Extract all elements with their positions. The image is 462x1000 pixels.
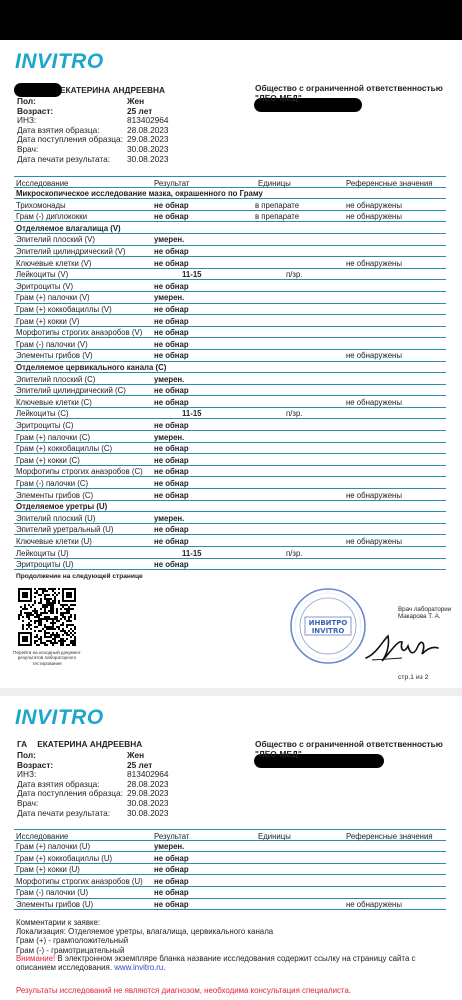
test-result: не обнар: [154, 490, 189, 500]
patient-field-value: Жен: [127, 750, 145, 760]
patient-field-value: 29.08.2023: [127, 788, 169, 799]
test-result: не обнар: [154, 888, 189, 898]
table-row: [14, 280, 446, 292]
table-row: [14, 431, 446, 443]
test-result: умерен.: [154, 374, 185, 384]
table-row: [14, 338, 446, 350]
test-name: Грам (-) палочки (С): [16, 478, 89, 488]
patient-field-label: Дата печати результата:: [17, 153, 111, 164]
patient-name-text: ЕКАТЕРИНА АНДРЕЕВНА: [37, 739, 143, 749]
table-row: [14, 350, 446, 362]
warning-label: Внимание!: [16, 954, 56, 963]
patient-field-label: Дата поступления образца:: [17, 788, 123, 799]
table-row: [14, 875, 446, 887]
test-result: не обнар: [154, 281, 189, 291]
test-result: не обнар: [154, 316, 189, 326]
test-name: Эритроциты (С): [16, 420, 74, 430]
test-result: умерен.: [154, 513, 185, 523]
patient-field-value: 25 лет: [127, 105, 153, 116]
patient-field-label: Дата печати результата:: [17, 807, 111, 818]
invitro-site-link[interactable]: www.invitro.ru: [114, 963, 164, 973]
table-row: [14, 292, 446, 304]
table-row: [14, 887, 446, 899]
test-result: не обнар: [154, 247, 189, 257]
report-page-2: [0, 696, 462, 1000]
test-name: Грам (+) кокки (V): [16, 316, 80, 326]
header-reference: Референсные значения: [346, 831, 433, 841]
patient-field-value: 28.08.2023: [127, 124, 169, 135]
patient-field-label: Возраст:: [17, 105, 54, 116]
test-name: Ключевые клетки (U): [16, 536, 92, 546]
patient-field-label: ИНЗ:: [17, 115, 37, 126]
test-reference: не обнаружены: [346, 258, 402, 268]
patient-field-value: 30.08.2023: [127, 153, 169, 164]
patient-field-value: 30.08.2023: [127, 807, 169, 818]
handwritten-signature: [362, 628, 442, 666]
patient-field-value: 25 лет: [127, 759, 153, 770]
test-name: Эпителий плоский (С): [16, 374, 96, 384]
table-row: [14, 524, 446, 536]
section-title: Отделяемое влагалища (V): [16, 223, 121, 233]
test-result: не обнар: [154, 212, 189, 222]
test-result: не обнар: [154, 258, 189, 268]
test-result: не обнар: [154, 853, 189, 863]
table-row: [14, 199, 446, 211]
table-row: [14, 246, 446, 258]
patient-info: [17, 740, 247, 818]
invitro-logo: INVITRO: [15, 50, 104, 73]
test-result: не обнар: [154, 444, 189, 454]
organization-line-2: "ЛЕО-МЕД": [255, 92, 302, 103]
report-page-1: [0, 40, 462, 688]
test-result: не обнар: [154, 536, 189, 546]
test-result: не обнар: [154, 328, 189, 338]
patient-field-label: Дата взятия образца:: [17, 778, 100, 789]
test-result: не обнар: [154, 455, 189, 465]
test-result: не обнар: [154, 200, 189, 210]
header-result: Результат: [154, 178, 190, 188]
test-name: Ключевые клетки (V): [16, 258, 92, 268]
patient-field-value: 813402964: [127, 115, 169, 126]
test-result: 11-15: [182, 270, 202, 280]
patient-field-label: Возраст:: [17, 759, 54, 770]
test-name: Грам (+) коккобациллы (U): [16, 853, 113, 863]
section-title: Отделяемое цервикального канала (С): [16, 363, 167, 372]
test-name: Грам (+) палочки (U): [16, 842, 91, 852]
test-name: Морфотипы строгих анаэробов (С): [16, 467, 143, 477]
table-row: [14, 234, 446, 246]
test-result: не обнар: [154, 900, 189, 910]
test-name: Эритроциты (V): [16, 281, 74, 291]
organization-line-1: Общество с ограниченной ответственностью: [255, 739, 443, 749]
test-result: не обнар: [154, 420, 189, 430]
table-row: [14, 535, 446, 547]
table-row: [14, 408, 446, 420]
table-row: [14, 489, 446, 501]
header-units: Единицы: [258, 831, 291, 841]
test-result: не обнар: [154, 560, 189, 570]
patient-field-value: 30.08.2023: [127, 143, 169, 154]
table-row: [14, 864, 446, 876]
warning-note: Внимание! В электронном экземпляре бланка название исследования содержит ссылку на страницу сайта с описанием исследования. www.invitro.ru.: [16, 954, 416, 973]
test-name: Морфотипы строгих анаэробов (V): [16, 328, 143, 338]
patient-field-value: 29.08.2023: [127, 134, 169, 145]
lab-stamp: [288, 586, 368, 666]
test-result: 11-15: [182, 548, 202, 558]
comment-line: Грам (-) - грамотрицательный: [16, 945, 125, 955]
patient-field-label: Пол:: [17, 96, 36, 106]
table-row: [14, 512, 446, 524]
test-result: не обнар: [154, 339, 189, 349]
table-row: [14, 304, 446, 316]
warning-text: В электронном экземпляре бланка название исследования содержит ссылку на страницу сайта с описанием исследования.: [16, 954, 416, 973]
table-row: [14, 211, 446, 223]
test-reference: не обнаружены: [346, 397, 402, 407]
test-name: Элементы грибов (С): [16, 490, 94, 500]
test-name: Элементы грибов (V): [16, 351, 93, 361]
table-row: [14, 899, 446, 911]
test-name: Грам (-) палочки (V): [16, 339, 88, 349]
table-header: [14, 176, 446, 188]
test-reference: не обнаружены: [346, 490, 402, 500]
table-header: [14, 829, 446, 841]
patient-name-prefix: ГА: [17, 739, 28, 749]
patient-field-row: [17, 809, 247, 819]
test-name: Эпителий цилиндрический (V): [16, 247, 126, 257]
test-name: Эпителий плоский (V): [16, 235, 95, 245]
section-header: [14, 362, 446, 374]
table-row: [14, 547, 446, 559]
top-black-bar: [0, 0, 462, 40]
signer-info: [398, 606, 451, 621]
patient-field-label: Пол:: [17, 750, 36, 760]
table-row: [14, 477, 446, 489]
qr-caption: Перейти на исходный документ результатов лабораторного тестирования: [13, 650, 81, 666]
table-row: [14, 396, 446, 408]
test-name: Элементы грибов (U): [16, 900, 94, 910]
test-result: не обнар: [154, 351, 189, 361]
test-name: Грам (+) кокки (U): [16, 865, 80, 875]
organization-name: [255, 84, 455, 103]
test-result: не обнар: [154, 305, 189, 315]
patient-info: [17, 86, 247, 164]
test-name: Грам (+) кокки (С): [16, 455, 80, 465]
page-separator: [0, 688, 462, 696]
patient-field-row: [17, 155, 247, 165]
test-name: Эпителий цилиндрический (С): [16, 386, 126, 396]
test-name: Трихомонады: [16, 200, 66, 210]
test-result: не обнар: [154, 386, 189, 396]
organization-line-1: Общество с ограниченной ответственностью: [255, 83, 443, 93]
svg-text:INVITRO: INVITRO: [311, 627, 345, 635]
continued-note: Продолжение на следующей странице: [16, 573, 143, 580]
table-row: [14, 269, 446, 281]
test-name: Грам (-) диплококки: [16, 212, 88, 222]
test-reference: не обнаружены: [346, 200, 402, 210]
header-result: Результат: [154, 831, 190, 841]
test-reference: не обнаружены: [346, 900, 402, 910]
comment-line: Грам (+) - грамположительный: [16, 936, 129, 946]
svg-text:ИНВИТРО: ИНВИТРО: [308, 619, 348, 627]
test-result: не обнар: [154, 478, 189, 488]
test-units: п/зр.: [286, 548, 303, 558]
results-table-page-1: [14, 176, 446, 570]
test-name: Грам (+) коккобациллы (С): [16, 444, 113, 454]
patient-field-label: Дата поступления образца:: [17, 134, 123, 145]
test-units: в препарате: [255, 212, 300, 222]
test-name: Грам (+) палочки (С): [16, 432, 91, 442]
table-row: [14, 841, 446, 853]
test-name: Ключевые клетки (С): [16, 397, 92, 407]
signer-name: Макарова Т. А.: [398, 613, 441, 621]
test-name: Грам (-) палочки (U): [16, 888, 89, 898]
disclaimer: Результаты исследований не являются диагнозом, необходима консультация специалиста.: [16, 986, 352, 995]
test-units: в препарате: [255, 200, 300, 210]
section-header: [14, 222, 446, 234]
patient-field-label: ИНЗ:: [17, 769, 37, 780]
test-result: не обнар: [154, 525, 189, 535]
table-row: [14, 315, 446, 327]
table-row: [14, 559, 446, 571]
table-row: [14, 852, 446, 864]
patient-field-value: Жен: [127, 96, 145, 106]
table-row: [14, 454, 446, 466]
organization-line-2: "ЛЕО-МЕД": [255, 748, 302, 759]
section-title: Отделяемое уретры (U): [16, 502, 108, 512]
qr-code[interactable]: [18, 588, 76, 646]
test-result: умерен.: [154, 293, 185, 303]
table-row: [14, 327, 446, 339]
patient-field-label: Врач:: [17, 143, 39, 154]
order-comments: [16, 918, 456, 955]
test-reference: не обнаружены: [346, 351, 402, 361]
test-name: Грам (+) палочки (V): [16, 293, 90, 303]
table-row: [14, 419, 446, 431]
test-units: п/зр.: [286, 409, 303, 419]
test-name: Эпителий плоский (U): [16, 513, 96, 523]
test-name: Лейкоциты (U): [16, 548, 69, 558]
test-name: Эритроциты (U): [16, 560, 74, 570]
page-number: стр.1 из 2: [398, 674, 429, 681]
test-result: не обнар: [154, 865, 189, 875]
test-name: Лейкоциты (С): [16, 409, 69, 419]
test-name: Эпителий уретральный (U): [16, 525, 114, 535]
header-test: Исследование: [16, 178, 69, 188]
test-result: умерен.: [154, 235, 185, 245]
test-result: не обнар: [154, 397, 189, 407]
test-result: не обнар: [154, 467, 189, 477]
test-result: 11-15: [182, 409, 202, 419]
test-result: умерен.: [154, 432, 185, 442]
invitro-logo: INVITRO: [15, 706, 104, 729]
table-row: [14, 373, 446, 385]
test-result: умерен.: [154, 842, 185, 852]
test-name: Морфотипы строгих анаэробов (U): [16, 876, 143, 886]
patient-field-label: Дата взятия образца:: [17, 124, 100, 135]
signer-role: Врач лаборатории: [398, 606, 452, 613]
header-reference: Референсные значения: [346, 178, 433, 188]
header-test: Исследование: [16, 831, 69, 841]
results-table-page-2: [14, 829, 446, 910]
test-units: п/зр.: [286, 270, 303, 280]
organization-name: [255, 740, 455, 759]
patient-field-label: Врач:: [17, 797, 39, 808]
header-units: Единицы: [258, 178, 291, 188]
test-reference: не обнаружены: [346, 212, 402, 222]
table-row: [14, 385, 446, 397]
table-row: [14, 443, 446, 455]
patient-field-value: 30.08.2023: [127, 797, 169, 808]
test-name: Грам (+) коккобациллы (V): [16, 305, 112, 315]
table-row: [14, 257, 446, 269]
comment-line: Локализация: Отделяемое уретры, влагалища, цервикального канала: [16, 927, 274, 937]
test-name: Лейкоциты (V): [16, 270, 69, 280]
patient-field-value: 813402964: [127, 769, 169, 780]
section-header: [14, 188, 446, 200]
test-reference: не обнаружены: [346, 536, 402, 546]
patient-name: ЕКАТЕРИНА АНДРЕЕВНА: [60, 85, 166, 95]
section-header: [14, 501, 446, 513]
table-row: [14, 466, 446, 478]
test-result: не обнар: [154, 876, 189, 886]
comment-line: Комментарии к заявке:: [16, 918, 101, 927]
section-title: Микроскопическое исследование мазка, окрашенного по Граму: [16, 189, 263, 199]
patient-field-value: 28.08.2023: [127, 778, 169, 789]
